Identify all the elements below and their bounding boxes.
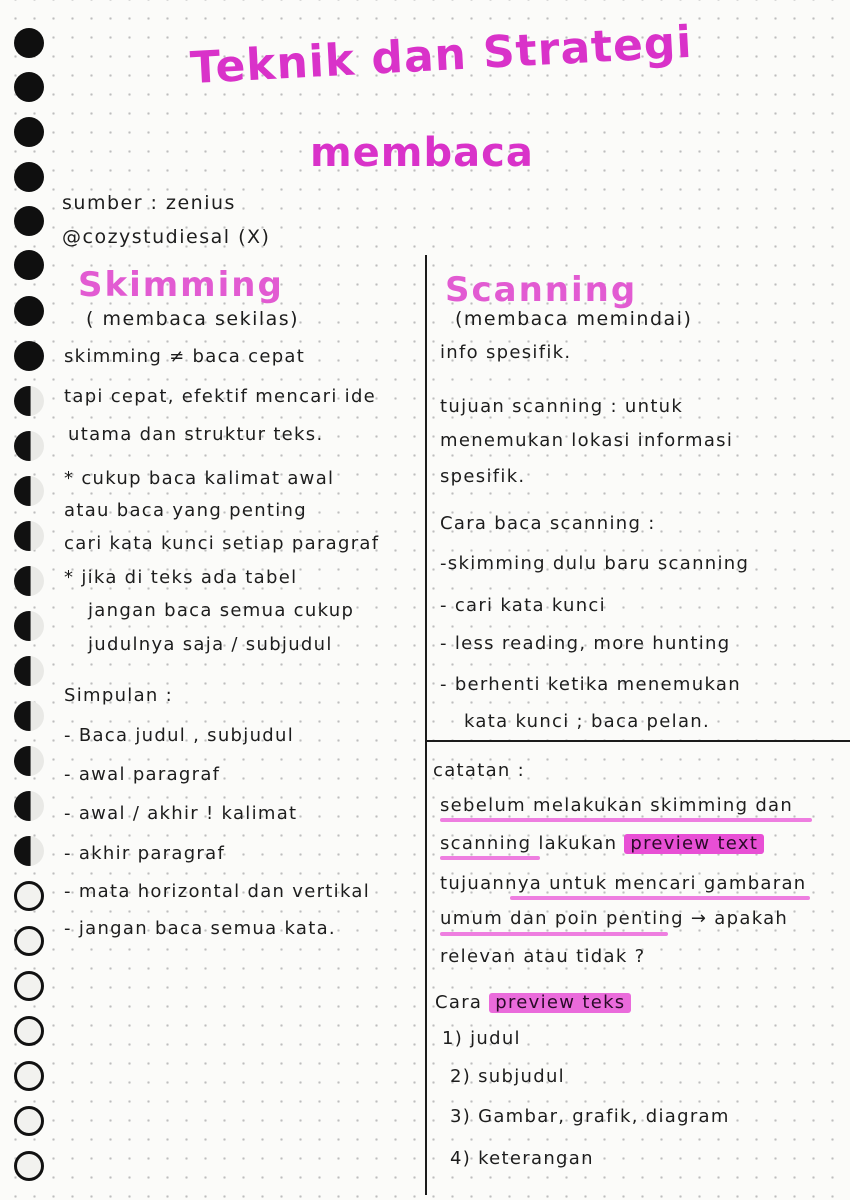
- highlight-underline: [440, 932, 668, 936]
- binding-hole: [14, 1151, 44, 1181]
- preview-text-highlight: preview text: [624, 834, 764, 854]
- note-line: 1) judul: [442, 1028, 521, 1049]
- note-line: menemukan lokasi informasi: [440, 430, 734, 451]
- skimming-subheading: ( membaca sekilas): [86, 308, 300, 330]
- note-line: 3) Gambar, grafik, diagram: [450, 1106, 730, 1127]
- note-line: info spesifik.: [440, 342, 572, 363]
- highlight-underline: [440, 818, 812, 822]
- preview-steps-heading: [435, 992, 631, 1013]
- notes-line-4: [440, 908, 788, 929]
- note-line: spesifik.: [440, 466, 526, 487]
- binding-hole: [14, 117, 44, 147]
- binding-hole: [14, 926, 44, 956]
- note-line: tujuan scanning : untuk: [440, 396, 684, 417]
- highlight-underline: [510, 896, 810, 900]
- binding-hole: [14, 746, 44, 776]
- note-line: - Baca judul , subjudul: [64, 725, 295, 746]
- binding-hole: [14, 971, 44, 1001]
- notes-line-2: [440, 833, 764, 854]
- binding-hole: [14, 1106, 44, 1136]
- binding-hole: [14, 881, 44, 911]
- binding-hole: [14, 521, 44, 551]
- binding-hole: [14, 1061, 44, 1091]
- notes-line-2-text: scanning lakukan: [440, 833, 618, 854]
- notes-line-4-text: umum dan poin penting: [440, 908, 684, 929]
- binding-hole: [14, 250, 44, 280]
- vertical-divider: [425, 255, 427, 1195]
- note-line: kata kunci ; baca pelan.: [464, 711, 711, 732]
- binding-hole: [14, 791, 44, 821]
- notes-line-5: relevan atau tidak ?: [440, 946, 646, 967]
- author-handle: @cozystudiesal (X): [62, 226, 271, 248]
- source-line: sumber : zenius: [62, 192, 236, 214]
- binding-hole: [14, 341, 44, 371]
- binding-hole: [14, 1016, 44, 1046]
- note-line: - cari kata kunci: [440, 595, 606, 616]
- binding-hole: [14, 611, 44, 641]
- note-line: atau baca yang penting: [64, 500, 307, 521]
- note-line: Cara baca scanning :: [440, 513, 656, 534]
- highlight-underline: [440, 856, 540, 860]
- binding-hole: [14, 836, 44, 866]
- note-line: tapi cepat, efektif mencari ide: [64, 386, 377, 407]
- preview-teks-highlight: preview teks: [489, 993, 631, 1013]
- note-line: - less reading, more hunting: [440, 633, 731, 654]
- binding-hole: [14, 656, 44, 686]
- note-line: skimming ≠ baca cepat: [64, 346, 306, 367]
- binding-hole: [14, 701, 44, 731]
- binding-hole: [14, 28, 44, 58]
- scanning-subheading: (membaca memindai): [455, 308, 693, 330]
- note-line: - berhenti ketika menemukan: [440, 674, 741, 695]
- note-line: 4) keterangan: [450, 1148, 594, 1169]
- note-line: utama dan struktur teks.: [68, 424, 324, 445]
- note-line: -skimming dulu baru scanning: [440, 553, 750, 574]
- note-line: judulnya saja / subjudul: [88, 634, 333, 655]
- note-line: - akhir paragraf: [64, 843, 226, 864]
- note-line: - awal paragraf: [64, 764, 221, 785]
- binding-hole: [14, 566, 44, 596]
- binding-hole: [14, 206, 44, 236]
- note-line: - mata horizontal dan vertikal: [64, 881, 371, 902]
- notes-line-1: sebelum melakukan skimming dan: [440, 795, 794, 816]
- note-line: 2) subjudul: [450, 1066, 565, 1087]
- cara-text: Cara: [435, 992, 483, 1013]
- horizontal-divider: [425, 740, 850, 742]
- notes-label: catatan :: [433, 760, 525, 781]
- skimming-heading: Skimming: [78, 265, 284, 305]
- notes-line-4-arrow: → apakah: [690, 908, 789, 929]
- scanning-heading: Scanning: [445, 270, 638, 310]
- notes-line-3: tujuannya untuk mencari gambaran: [440, 873, 807, 894]
- title-line-1: Teknik dan Strategi: [189, 16, 694, 95]
- binding-hole: [14, 72, 44, 102]
- binding-hole: [14, 162, 44, 192]
- title-line-2: membaca: [310, 130, 534, 176]
- note-line: jangan baca semua cukup: [88, 600, 355, 621]
- note-line: - awal / akhir ! kalimat: [64, 803, 298, 824]
- binding-hole: [14, 431, 44, 461]
- note-line: Simpulan :: [64, 685, 174, 706]
- binding-holes: [0, 0, 60, 1200]
- binding-hole: [14, 386, 44, 416]
- note-line: * cukup baca kalimat awal: [64, 468, 335, 489]
- binding-hole: [14, 296, 44, 326]
- binding-hole: [14, 476, 44, 506]
- note-line: cari kata kunci setiap paragraf: [64, 533, 380, 554]
- note-line: - jangan baca semua kata.: [64, 918, 336, 939]
- note-line: * jika di teks ada tabel: [64, 567, 298, 588]
